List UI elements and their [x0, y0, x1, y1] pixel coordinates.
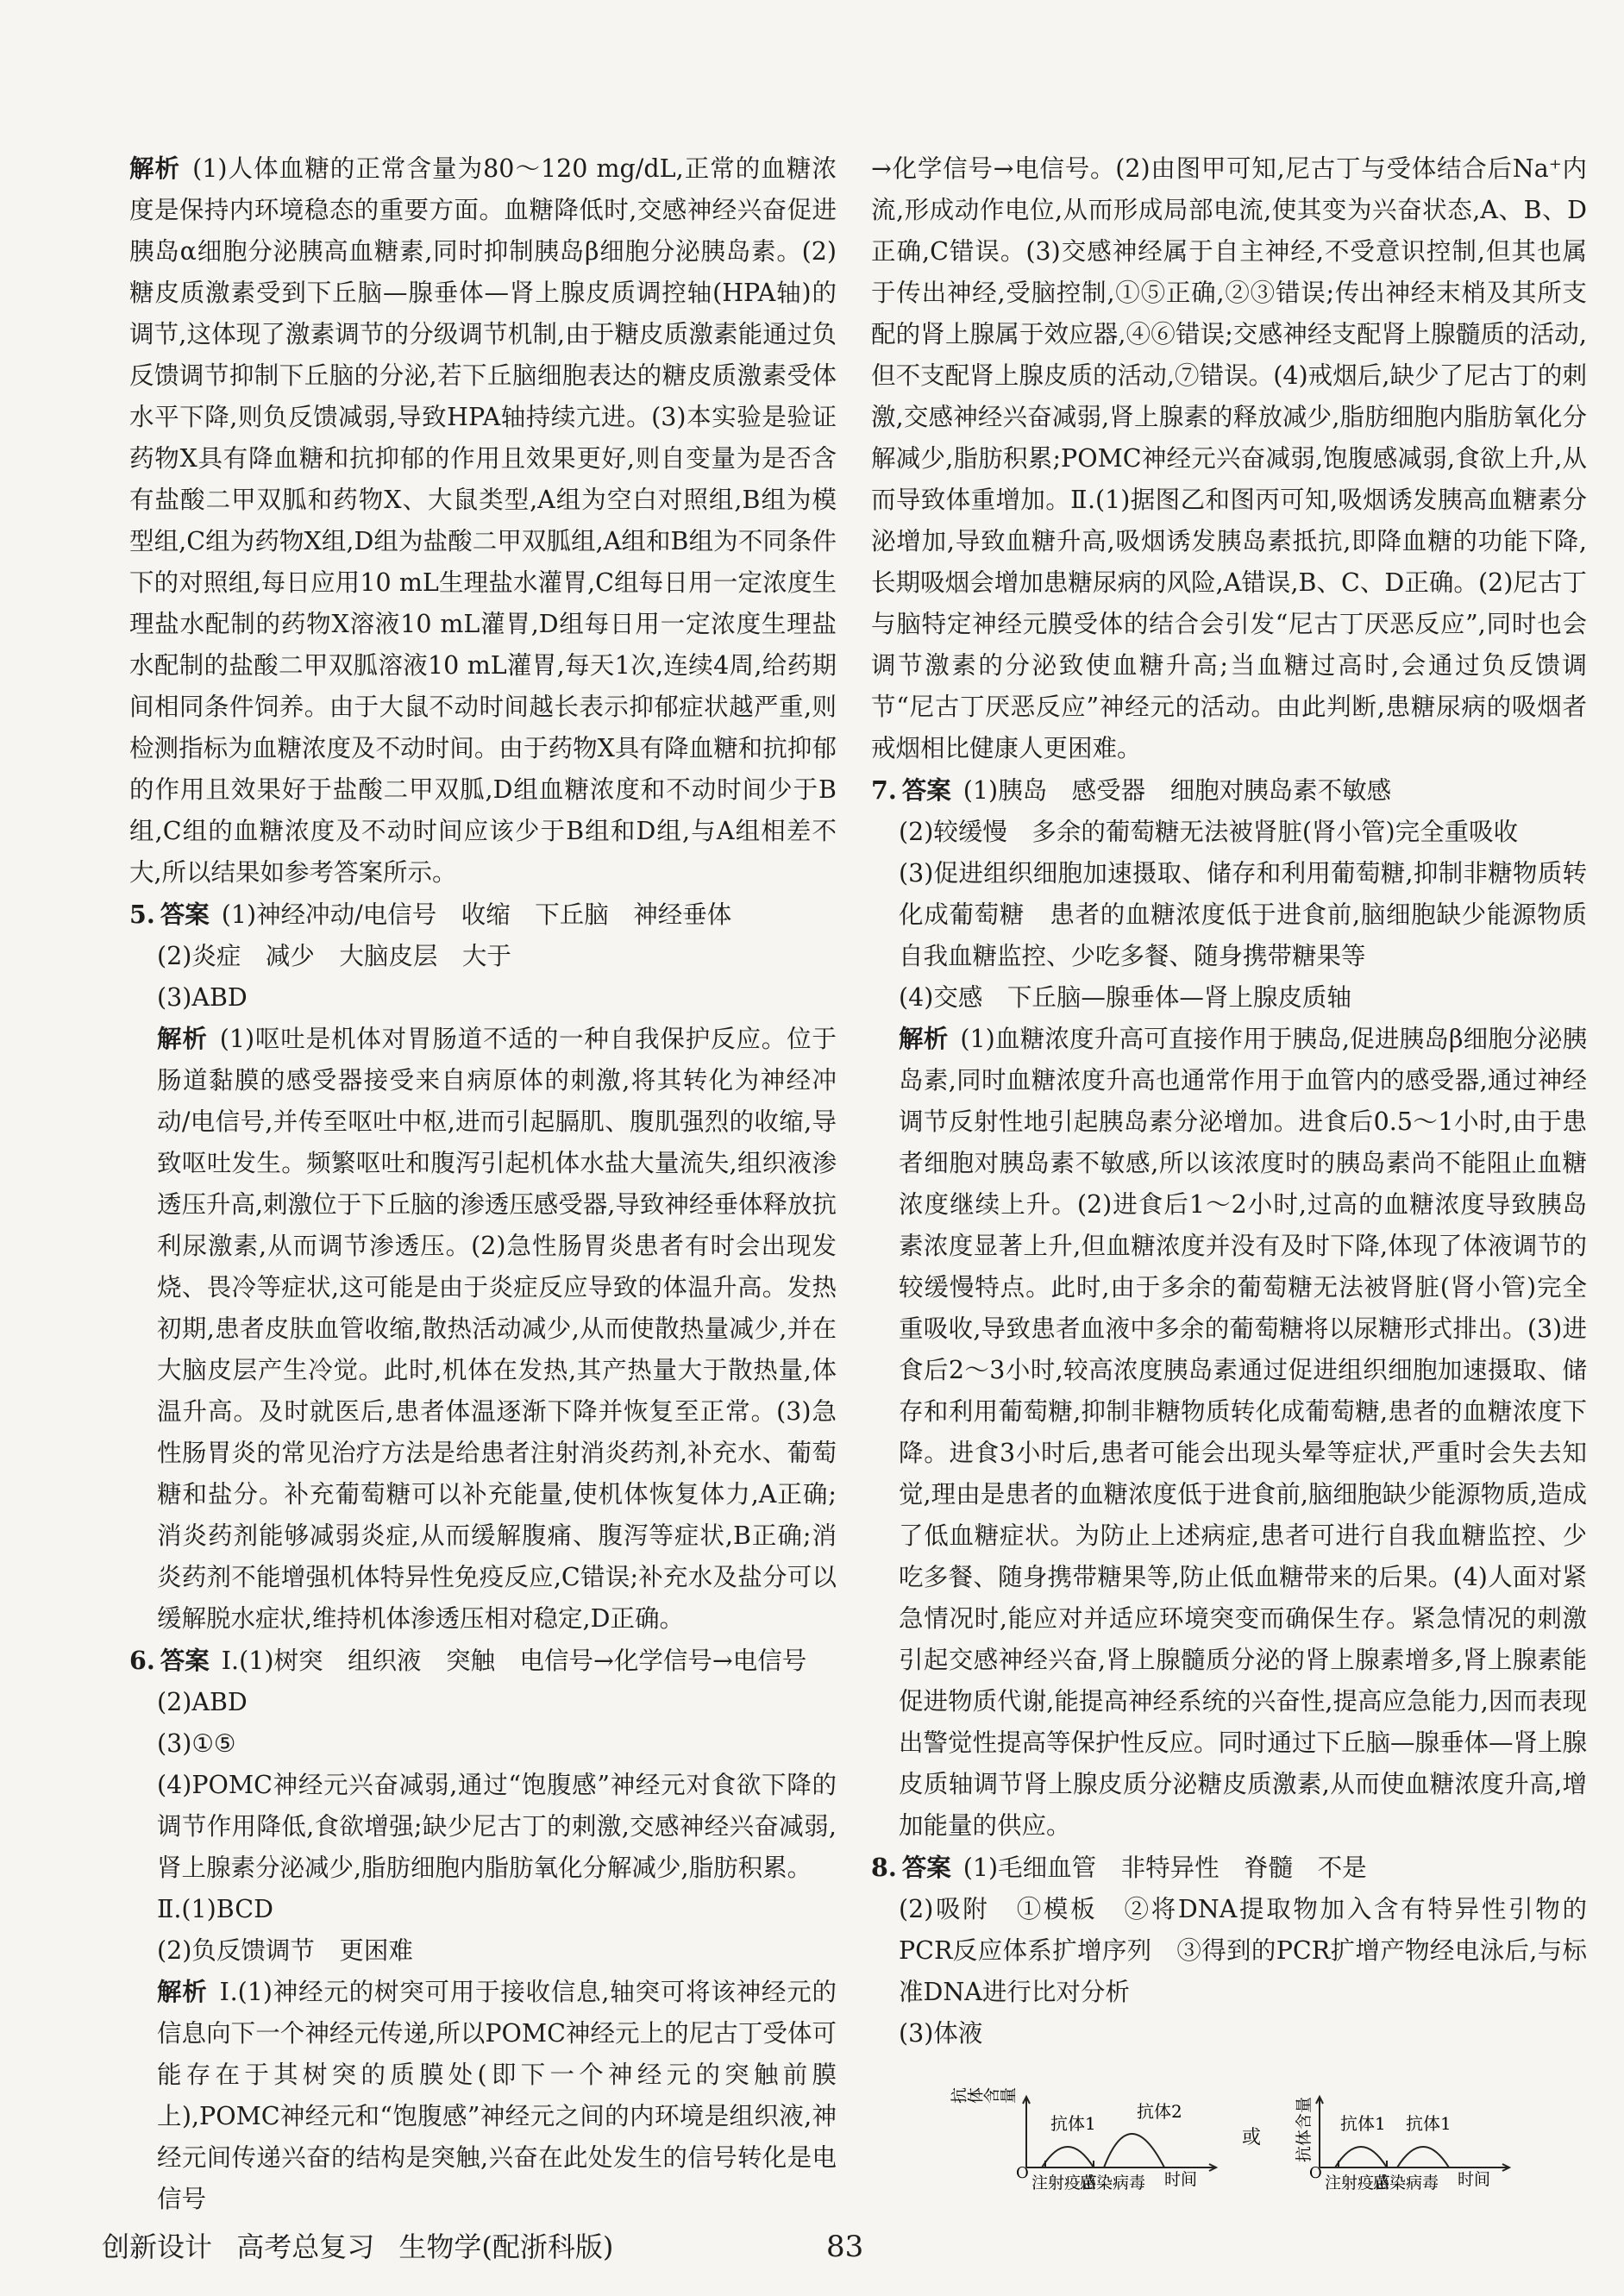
event-label-2: 感染病毒: [1373, 2174, 1439, 2192]
answer-line: (2)吸附 ①模板 ②将DNA提取物加入含有特异性引物的PCR反应体系扩增序列 ③得到的PCR扩增产物经电泳后,与标准DNA进行比对分析: [899, 1895, 1587, 2006]
page-number: 83: [826, 2230, 864, 2264]
question-number: 7.: [871, 775, 897, 805]
answer-line: (3)体液: [899, 2019, 983, 2048]
answer-line: (4)交感 下丘脑—腺垂体—肾上腺皮质轴: [899, 983, 1351, 1012]
answer-label: 答案: [901, 776, 951, 805]
antibody-curve-2: [1397, 2147, 1449, 2167]
analysis-paragraph: [129, 148, 837, 894]
question-number: 8.: [871, 1853, 897, 1882]
answer-label: 答案: [901, 1854, 951, 1882]
peak-label-1: 抗体1: [1340, 2113, 1386, 2134]
peak-label-2: 抗体2: [1137, 2101, 1182, 2122]
answer-text: (1)神经冲动/电信号 收缩 下丘脑 神经垂体: [221, 900, 732, 929]
y-axis-label: 抗体含量: [950, 2087, 1016, 2106]
answer-line: (2)ABD: [157, 1688, 248, 1716]
event-label-1: 注射疫苗: [1031, 2174, 1098, 2192]
answer-line: (3)①⑤: [157, 1729, 236, 1758]
analysis-label: 解析: [157, 1978, 208, 2006]
answer-line: Ⅱ.(1)BCD: [157, 1895, 273, 1923]
analysis-label: 解析: [157, 1025, 208, 1053]
footer-book-title: 创新设计: [102, 2230, 213, 2263]
antibody-curve-1: [1042, 2147, 1094, 2167]
answer-line: (2)负反馈调节 更困难: [157, 1936, 413, 1965]
antibody-figure: [950, 2087, 1544, 2224]
connector-text: 或: [1242, 2127, 1262, 2149]
origin-label: O: [1309, 2164, 1322, 2182]
antibody-graphs: [950, 2087, 1544, 2221]
right-column: [871, 148, 1612, 2054]
page-footer: [102, 2230, 1482, 2264]
analysis-text: Ⅰ.(1)神经元的树突可用于接收信息,轴突可将该神经元的信息向下一个神经元传递,所以POMC神经元上的尼古丁受体可能存在于其树突的质膜处(即下一个神经元的突触前膜上),POMC神经元和“饱腹感”神经元之间的内环境是组织液,神经元间传递兴奋的结构是突触,兴奋在此处发生的信号转化是电信号: [157, 1978, 837, 2213]
answer-line: [871, 769, 1587, 812]
answer-label: 答案: [160, 1647, 210, 1675]
answer-text: Ⅰ.(1)树突 组织液 突触 电信号→化学信号→电信号: [221, 1647, 807, 1675]
antibody-curve-1: [1335, 2147, 1387, 2167]
question-number: 6.: [129, 1646, 155, 1675]
analysis-text: (1)血糖浓度升高可直接作用于胰岛,促进胰岛β细胞分泌胰岛素,同时血糖浓度升高也通常作用于血管内的感受器,通过神经调节反射性地引起胰岛素分泌增加。进食后0.5～1小时,由于患者细胞对胰岛素不敏感,所以该浓度时的胰岛素尚不能阻止血糖浓度继续上升。(2)进食后1～2小时,过高的血糖浓度导致胰岛素浓度显著上升,但血糖浓度并没有及时下降,体现了体液调节的较缓慢特点。此时,由于多余的葡萄糖无法被肾脏(肾小管)完全重吸收,导致患者血液中多余的葡萄糖将以尿糖形式排出。(3)进食后2～3小时,较高浓度胰岛素通过促进组织细胞加速摄取、储存和利用葡萄糖,抑制非糖物质转化成葡萄糖,患者的血糖浓度下降。进食3小时后,患者可能会出现头晕等症状,严重时会失去知觉,理由是患者的血糖浓度低于进食前,脑细胞缺少能源物质,造成了低血糖症状。为防止上述病症,患者可进行自我血糖监控、少吃多餐、随身携带糖果等,防止低血糖带来的后果。(4)人面对紧急情况时,能应对并适应环境突变而确保生存。紧急情况的刺激引起交感神经兴奋,肾上腺髓质分泌的肾上腺素增多,肾上腺素能促进物质代谢,能提高神经系统的兴奋性,提高应急能力,因而表现出警觉性提高等保护性反应。同时通过下丘脑—腺垂体—肾上腺皮质轴调节肾上腺皮质分泌糖皮质激素,从而使血糖浓度升高,增加能量的供应。: [899, 1025, 1588, 1840]
analysis-label: 解析: [129, 154, 181, 183]
answer-line: (4)POMC神经元兴奋减弱,通过“饱腹感”神经元对食欲下降的调节作用降低,食欲增强;缺少尼古丁的刺激,交感神经兴奋减弱,肾上腺素分泌减少,脂肪细胞内脂肪氧化分解减少,脂肪积累。: [157, 1771, 837, 1882]
answer-text: (1)胰岛 感受器 细胞对胰岛素不敏感: [962, 776, 1392, 805]
footer-subject: 生物学(配浙科版): [398, 2230, 614, 2263]
answer-line: (3)促进组织细胞加速摄取、储存和利用葡萄糖,抑制非糖物质转化成葡萄糖 患者的血糖浓度低于进食前,脑细胞缺少能源物质 自我血糖监控、少吃多餐、随身携带糖果等: [899, 859, 1612, 970]
answer-line: (2)炎症 减少 大脑皮层 大于: [157, 942, 511, 970]
analysis-continuation: →化学信号→电信号。(2)由图甲可知,尼古丁与受体结合后Na⁺内流,形成动作电位,从而形成局部电流,使其变为兴奋状态,A、B、D正确,C错误。(3)交感神经属于自主神经,不受意识控制,但其也属于传出神经,受脑控制,①⑤正确,②③错误;传出神经末梢及其所支配的肾上腺属于效应器,④⑥错误;交感神经支配肾上腺髓质的活动,但不支配肾上腺皮质的活动,⑦错误。(4)戒烟后,缺少了尼古丁的刺激,交感神经兴奋减弱,肾上腺素的释放减少,脂肪细胞内脂肪氧化分解减少,脂肪积累;POMC神经元兴奋减弱,饱腹感减弱,食欲上升,从而导致体重增加。Ⅱ.(1)据图乙和图丙可知,吸烟诱发胰高血糖素分泌增加,导致血糖升高,吸烟诱发胰岛素抵抗,即降血糖的功能下降,长期吸烟会增加患糖尿病的风险,A错误,B、C、D正确。(2)尼古丁与脑特定神经元膜受体的结合会引发“尼古丁厌恶反应”,同时也会调节激素的分泌致使血糖升高;当血糖过高时,会通过负反馈调节“尼古丁厌恶反应”神经元的活动。由此判断,患糖尿病的吸烟者戒烟相比健康人更困难。: [871, 154, 1587, 762]
analysis-text: (1)人体血糖的正常含量为80～120 mg/dL,正常的血糖浓度是保持内环境稳态的重要方面。血糖降低时,交感神经兴奋促进胰岛α细胞分泌胰高血糖素,同时抑制胰岛β细胞分泌胰岛素。(2)糖皮质激素受到下丘脑—腺垂体—肾上腺皮质调控轴(HPA轴)的调节,这体现了激素调节的分级调节机制,由于糖皮质激素能通过负反馈调节抑制下丘脑的分泌,若下丘脑细胞表达的糖皮质激素受体水平下降,则负反馈减弱,导致HPA轴持续亢进。(3)本实验是验证药物X具有降血糖和抗抑郁的作用且效果更好,则自变量为是否含有盐酸二甲双胍和药物X、大鼠类型,A组为空白对照组,B组为模型组,C组为药物X组,D组为盐酸二甲双胍组,A组和B组为不同条件下的对照组,每日应用10 mL生理盐水灌胃,C组每日用一定浓度生理盐水配制的药物X溶液10 mL灌胃,D组每日用一定浓度生理盐水配制的盐酸二甲双胍溶液10 mL灌胃,每天1次,连续4周,给药期间相同条件饲养。由于大鼠不动时间越长表示抑郁症状越严重,则检测指标为血糖浓度及不动时间。由于药物X具有降血糖和抗抑郁的作用且效果好于盐酸二甲双胍,D组血糖浓度和不动时间少于B组,C组的血糖浓度及不动时间应该少于B组和D组,与A组相差不大,所以结果如参考答案所示。: [129, 154, 837, 887]
answer-line: [871, 1847, 1587, 1889]
antibody-curve-2: [1104, 2134, 1164, 2167]
answer-line: (2)较缓慢 多余的葡萄糖无法被肾脏(肾小管)完全重吸收: [899, 818, 1519, 846]
event-label-1: 注射疫苗: [1325, 2174, 1391, 2192]
x-axis-label: 时间: [1164, 2170, 1198, 2189]
analysis-text: (1)呕吐是机体对胃肠道不适的一种自我保护反应。位于肠道黏膜的感受器接受来自病原体的刺激,将其转化为神经冲动/电信号,并传至呕吐中枢,进而引起膈肌、腹肌强烈的收缩,导致呕吐发生。频繁呕吐和腹泻引起机体水盐大量流失,组织液渗透压升高,刺激位于下丘脑的渗透压感受器,导致神经垂体释放抗利尿激素,从而调节渗透压。(2)急性肠胃炎患者有时会出现发烧、畏冷等症状,这可能是由于炎症反应导致的体温升高。发热初期,患者皮肤血管收缩,散热活动减少,从而使散热量减少,并在大脑皮层产生冷觉。此时,机体在发热,其产热量大于散热量,体温升高。及时就医后,患者体温逐渐下降并恢复至正常。(3)急性肠胃炎的常见治疗方法是给患者注射消炎药剂,补充水、葡萄糖和盐分。补充葡萄糖可以补充能量,使机体恢复体力,A正确;消炎药剂能够减弱炎症,从而缓解腹痛、腹泻等症状,B正确;消炎药剂不能增强机体特异性免疫反应,C错误;补充水及盐分可以缓解脱水症状,维持机体渗透压相对稳定,D正确。: [157, 1025, 837, 1633]
analysis-paragraph: [129, 1019, 837, 1640]
x-axis-label: 时间: [1458, 2170, 1491, 2189]
answer-line: (3)ABD: [157, 983, 248, 1012]
peak-label-2: 抗体1: [1406, 2113, 1452, 2134]
y-axis-label: 抗体含量: [1295, 2097, 1314, 2163]
antibody-graph-1: [950, 2087, 1216, 2192]
answer-line: [129, 1640, 837, 1682]
analysis-paragraph: [129, 1972, 837, 2220]
origin-label: O: [1016, 2164, 1029, 2182]
footer-series: 高考总复习: [236, 2230, 375, 2263]
antibody-graph-2: [1295, 2097, 1509, 2192]
answer-text: (1)毛细血管 非特异性 脊髓 不是: [962, 1854, 1367, 1882]
peak-label-1: 抗体1: [1050, 2113, 1096, 2134]
analysis-paragraph: [871, 1019, 1587, 1847]
answer-label: 答案: [160, 900, 210, 929]
answer-line: [129, 894, 837, 936]
left-column: [129, 148, 837, 2220]
question-number: 5.: [129, 900, 155, 929]
event-label-2: 感染病毒: [1080, 2174, 1146, 2192]
analysis-label: 解析: [899, 1025, 949, 1053]
